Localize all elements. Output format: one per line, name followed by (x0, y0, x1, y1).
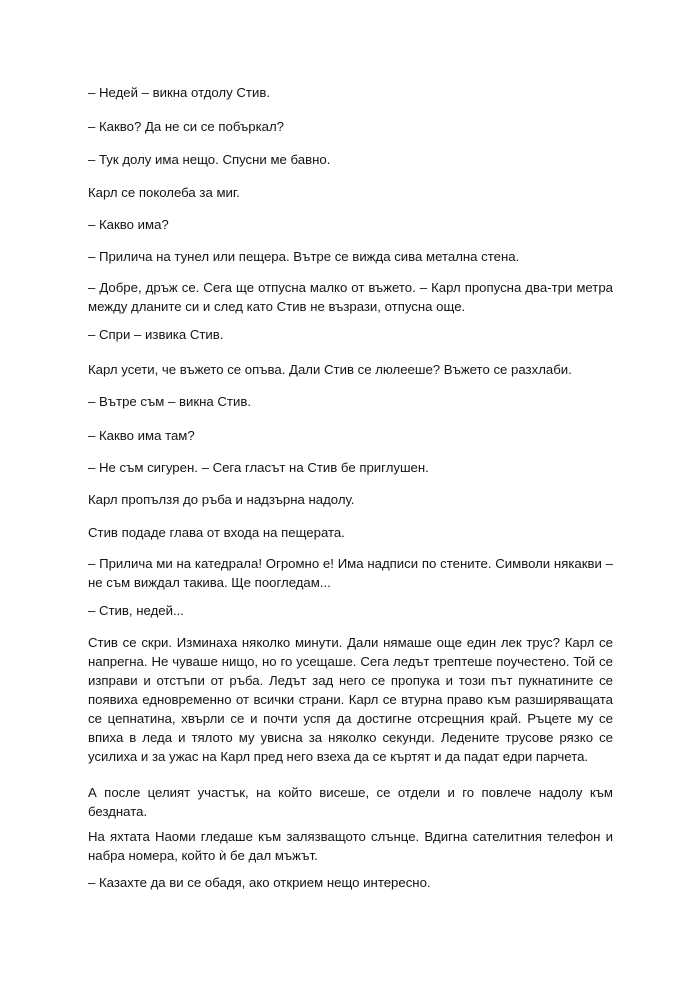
paragraph: – Добре, дръж се. Сега ще отпусна малко от въжето. – Карл пропусна два-три метра между дланите си и след като Стив не възрази, отпусна още. (88, 280, 613, 314)
paragraph: Стив подаде глава от входа на пещерата. (88, 525, 345, 540)
paragraph: – Тук долу има нещо. Спусни ме бавно. (88, 152, 331, 167)
paragraph: – Прилича ми на катедрала! Огромно е! Има надписи по стените. Символи някакви – не съм виждал такива. Ще поогледам... (88, 556, 613, 590)
paragraph: Карл пропълзя до ръба и надзърна надолу. (88, 492, 355, 507)
paragraph: – Стив, недей... (88, 603, 184, 618)
paragraph: На яхтата Наоми гледаше към залязващото слънце. Вдигна сателитния телефон и набра номера, който ѝ бе дал мъжът. (88, 829, 613, 863)
paragraph: – Казахте да ви се обадя, ако открием нещо интересно. (88, 875, 431, 890)
paragraph: – Не съм сигурен. – Сега гласът на Стив бе приглушен. (88, 460, 429, 475)
paragraph: – Недей – викна отдолу Стив. (88, 85, 270, 100)
paragraph: – Какво има там? (88, 428, 195, 443)
paragraph: Стив се скри. Изминаха няколко минути. Дали нямаше още един лек трус? Карл се напрегна. Не чуваше нищо, но го усещаше. Сега ледът трептеше поучестено. Той се изправи и отстъпи от ръба. Ледът зад него се пропука и този път пукнатините се появиха едновременно от всички страни. Карл се втурна право към разширяващата се цепнатина, хвърли се и почти успя да достигне отсрещния край. Ръцете му се впиха в леда и тялото му увисна за няколко секунди. Ледените трусове рязко се усилиха и за ужас на Карл пред него взеха да се къртят и да падат едри парчета. (88, 635, 613, 764)
paragraph: А после целият участък, на който висеше, се отдели и го повлече надолу към бездната. (88, 785, 613, 819)
paragraph: – Прилича на тунел или пещера. Вътре се вижда сива метална стена. (88, 249, 520, 264)
paragraph: Карл се поколеба за миг. (88, 185, 240, 200)
paragraph: – Вътре съм – викна Стив. (88, 394, 251, 409)
paragraph: – Спри – извика Стив. (88, 327, 224, 342)
paragraph: – Какво има? (88, 217, 169, 232)
paragraph: – Какво? Да не си се побъркал? (88, 119, 284, 134)
paragraph: Карл усети, че въжето се опъва. Дали Стив се люлееше? Въжето се разхлаби. (88, 362, 572, 377)
